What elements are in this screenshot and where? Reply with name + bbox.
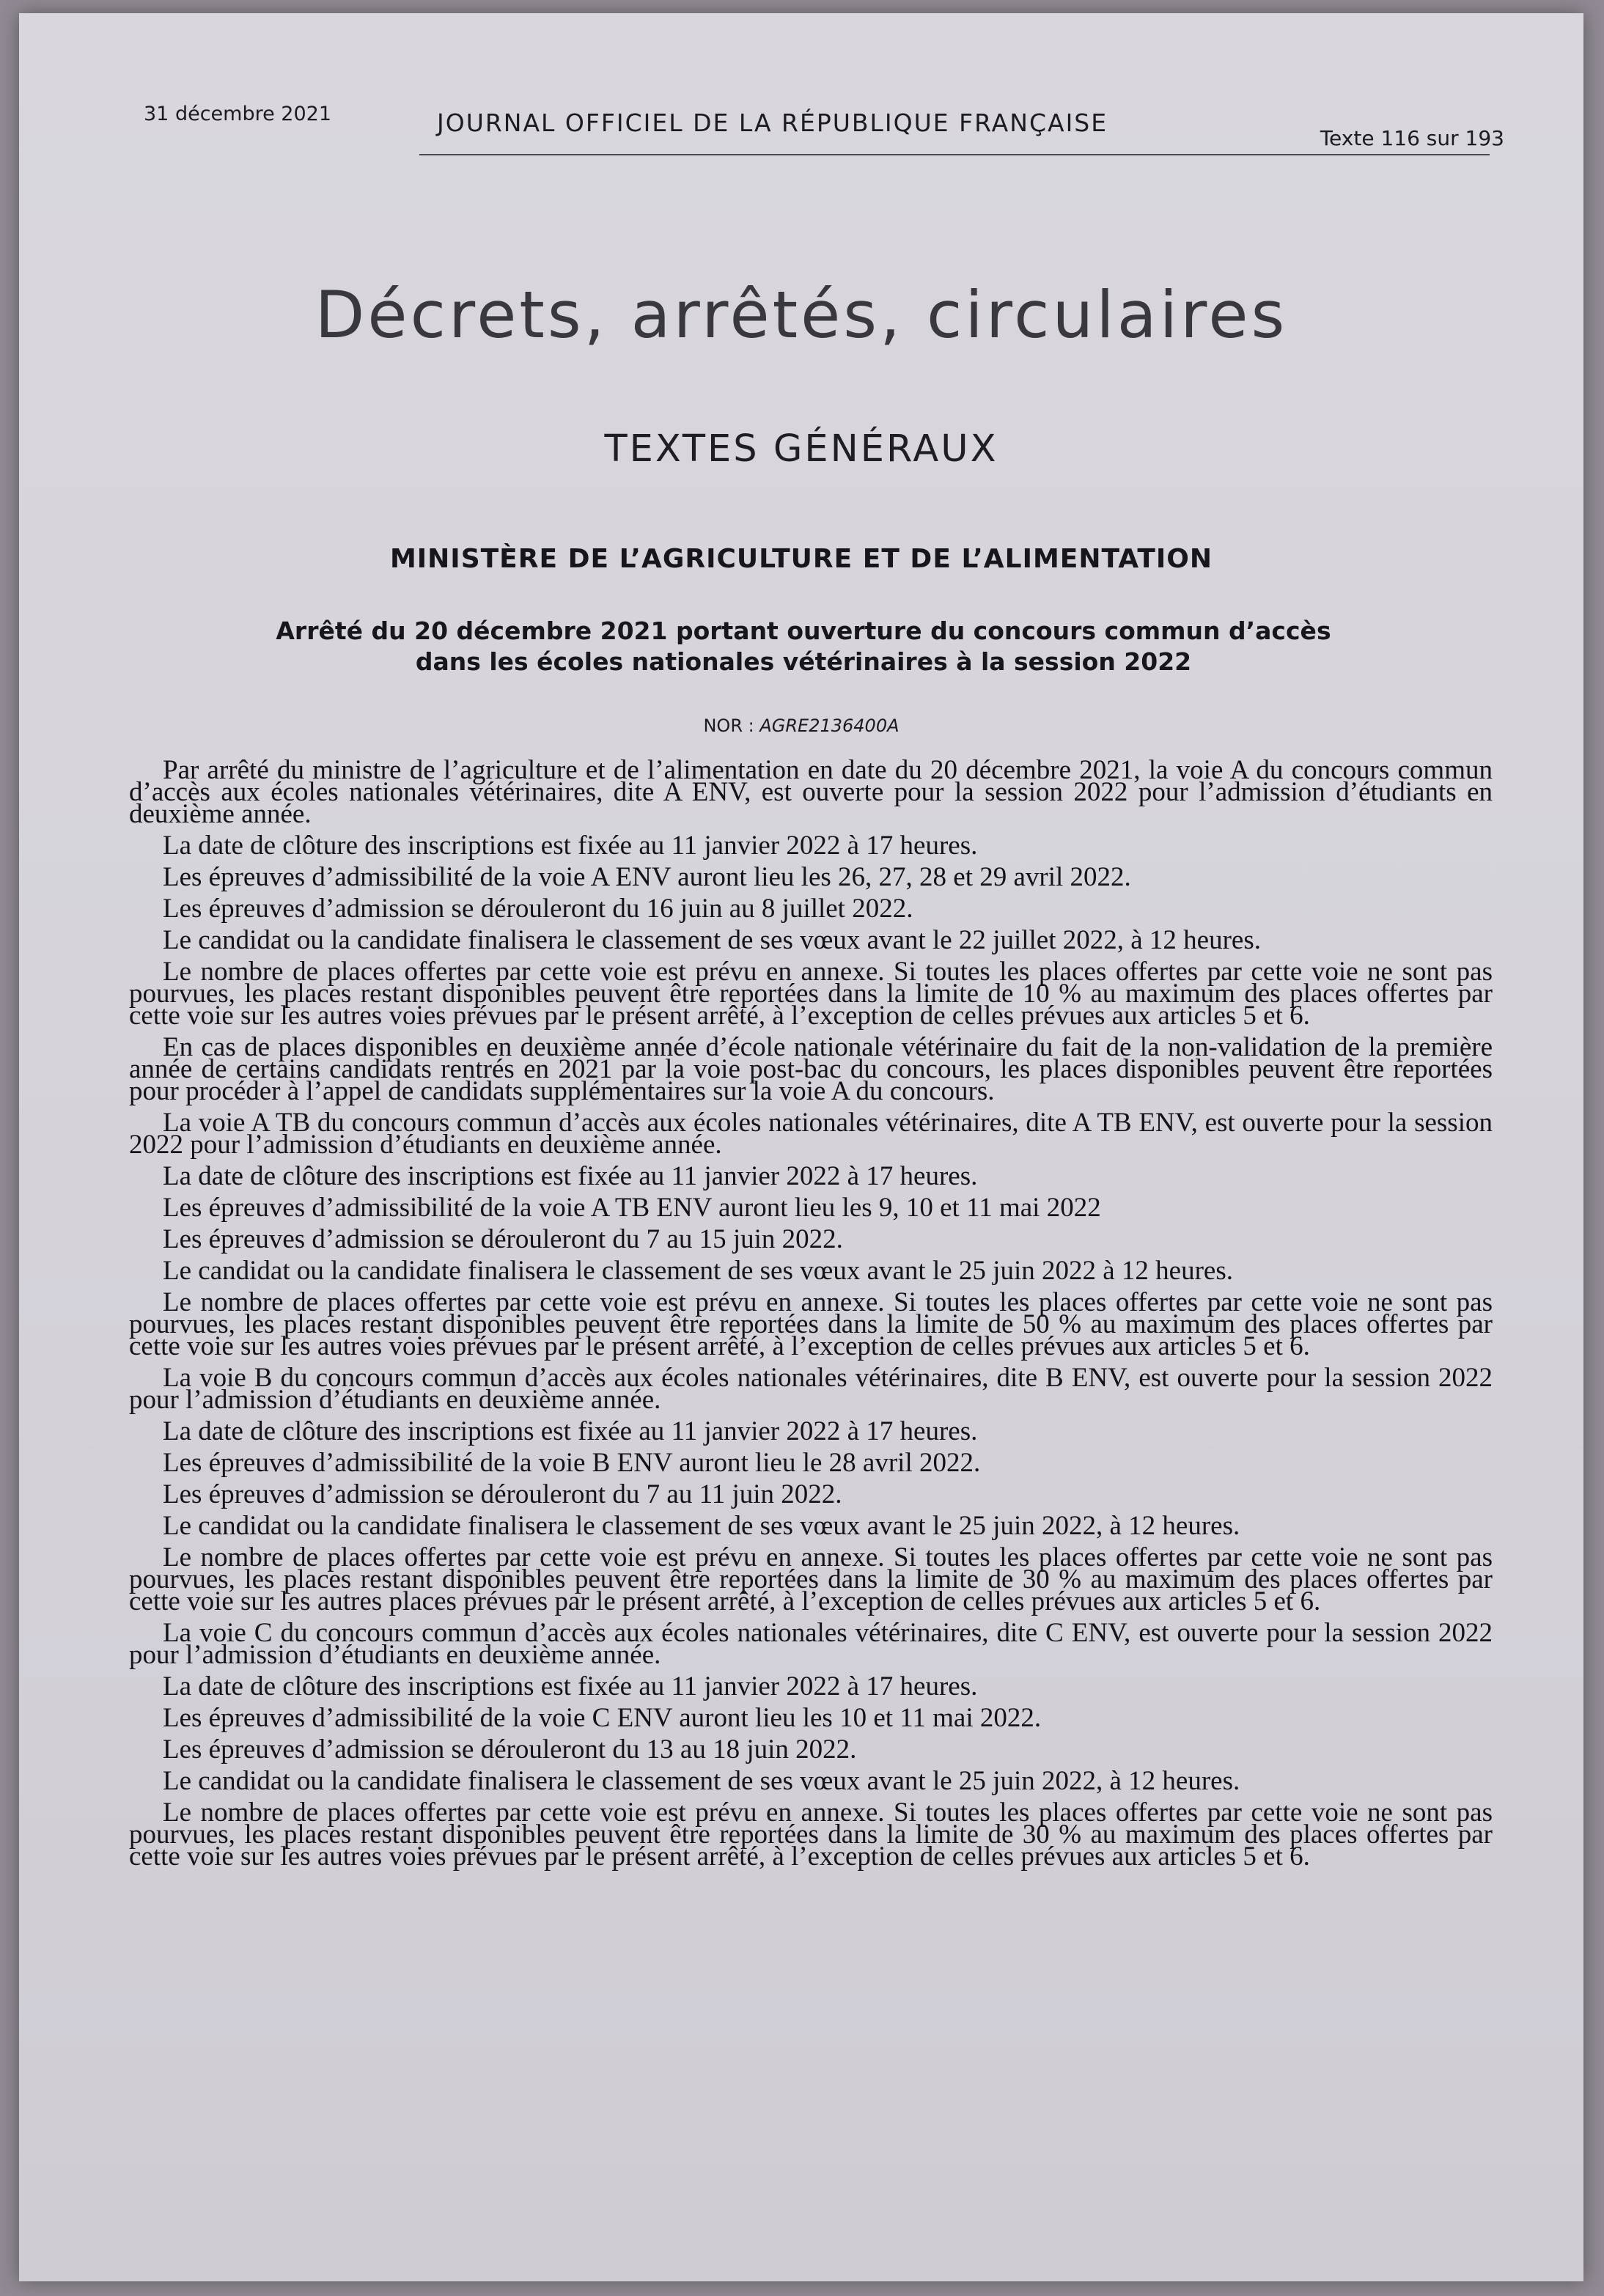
- paragraph: Le candidat ou la candidate finalisera le classement de ses vœux avant le 25 juin 2022, à 12 heures.: [163, 1766, 1240, 1796]
- header-text-number: Texte 116 sur 193: [1320, 126, 1504, 150]
- arrete-title-line-2: dans les écoles nationales vétérinaires à la session 2022: [415, 647, 1192, 676]
- paragraph: Le nombre de places offertes par cette voie est prévu en annexe. Si toutes les places offertes par cette voie ne sont pas pourvues, les places restant disponibles peuvent être reportées dans la limite de 10 % au maximum des places offertes par cette voie sur les autres voies prévues par le présent arrêté, à l’exception de celles prévues aux articles 5 et 6.: [129, 957, 1493, 1031]
- paragraph: Les épreuves d’admission se dérouleront du 7 au 15 juin 2022.: [163, 1224, 843, 1254]
- page-header: [126, 87, 1512, 167]
- paragraph: Le candidat ou la candidate finalisera le classement de ses vœux avant le 25 juin 2022, à 12 heures.: [163, 1511, 1240, 1541]
- paragraph: Le candidat ou la candidate finalisera le classement de ses vœux avant le 22 juillet 2022, à 12 heures.: [163, 925, 1261, 955]
- paragraph: La date de clôture des inscriptions est fixée au 11 janvier 2022 à 17 heures.: [163, 831, 978, 861]
- paragraph: La date de clôture des inscriptions est fixée au 11 janvier 2022 à 17 heures.: [163, 1161, 978, 1191]
- document-body: [129, 755, 1493, 1877]
- paragraph: Le nombre de places offertes par cette voie est prévu en annexe. Si toutes les places offertes par cette voie ne sont pas pourvues, les places restant disponibles peuvent être reportées dans la limite de 30 % au maximum des places offertes par cette voie sur les autres places prévues par le présent arrêté, à l’exception de celles prévues aux articles 5 et 6.: [129, 1542, 1493, 1616]
- nor-reference: [19, 715, 1583, 736]
- header-journal-title: JOURNAL OFFICIEL DE LA RÉPUBLIQUE FRANÇAISE: [437, 108, 1108, 137]
- paragraph: Le nombre de places offertes par cette voie est prévu en annexe. Si toutes les places offertes par cette voie ne sont pas pourvues, les places restant disponibles peuvent être reportées dans la limite de 50 % au maximum des places offertes par cette voie sur les autres voies prévues par le présent arrêté, à l’exception de celles prévues aux articles 5 et 6.: [129, 1287, 1493, 1361]
- arrete-title: [224, 616, 1383, 677]
- document-page: [19, 13, 1583, 2281]
- section-title: Décrets, arrêtés, circulaires: [314, 277, 1288, 353]
- paragraph: Les épreuves d’admission se dérouleront du 13 au 18 juin 2022.: [163, 1734, 857, 1765]
- paragraph: La voie B du concours commun d’accès aux écoles nationales vétérinaires, dite B ENV, est ouverte pour la session 2022 pour l’admission d’étudiants en deuxième année.: [129, 1363, 1493, 1415]
- paragraph: Les épreuves d’admission se dérouleront du 16 juin au 8 juillet 2022.: [163, 894, 913, 924]
- paragraph: Les épreuves d’admissibilité de la voie B ENV auront lieu le 28 avril 2022.: [163, 1448, 981, 1478]
- nor-label: NOR :: [703, 715, 760, 736]
- paragraph: Les épreuves d’admissibilité de la voie C ENV auront lieu les 10 et 11 mai 2022.: [163, 1703, 1042, 1733]
- paragraph: Les épreuves d’admissibilité de la voie A TB ENV auront lieu les 9, 10 et 11 mai 2022: [163, 1193, 1101, 1223]
- paragraph: Par arrêté du ministre de l’agriculture et de l’alimentation en date du 20 décembre 2021, la voie A du concours commun d’accès aux écoles nationales vétérinaires, dite A ENV, est ouverte pour la session 2022 pour l’admission d’étudiants en deuxième année.: [129, 755, 1493, 829]
- paragraph: La voie C du concours commun d’accès aux écoles nationales vétérinaires, dite C ENV, est ouverte pour la session 2022 pour l’admission d’étudiants en deuxième année.: [129, 1618, 1493, 1670]
- paragraph: Le candidat ou la candidate finalisera le classement de ses vœux avant le 25 juin 2022 à 12 heures.: [163, 1256, 1233, 1286]
- header-date: 31 décembre 2021: [144, 103, 331, 125]
- sub-title: TEXTES GÉNÉRAUX: [604, 427, 998, 471]
- paragraph: Les épreuves d’admission se dérouleront du 7 au 11 juin 2022.: [163, 1479, 842, 1509]
- paragraph: La voie A TB du concours commun d’accès aux écoles nationales vétérinaires, dite A TB ENV, est ouverte pour la session 2022 pour l’admission d’étudiants en deuxième année.: [129, 1108, 1493, 1160]
- paragraph: Les épreuves d’admissibilité de la voie A ENV auront lieu les 26, 27, 28 et 29 avril 2022.: [163, 862, 1131, 892]
- paragraph: En cas de places disponibles en deuxième année d’école nationale vétérinaire du fait de la non-validation de la première année de certains candidats rentrés en 2021 par la voie post-bac du concours, les places disponibles peuvent être reportées pour procéder à l’appel de candidats supplémentaires sur la voie A du concours.: [129, 1032, 1493, 1106]
- paragraph: Le nombre de places offertes par cette voie est prévu en annexe. Si toutes les places offertes par cette voie ne sont pas pourvues, les places restant disponibles peuvent être reportées dans la limite de 30 % au maximum des places offertes par cette voie sur les autres voies prévues par le présent arrêté, à l’exception de celles prévues aux articles 5 et 6.: [129, 1798, 1493, 1872]
- ministry-heading: MINISTÈRE DE L’AGRICULTURE ET DE L’ALIMENTATION: [389, 544, 1213, 574]
- nor-value: AGRE2136400A: [759, 715, 900, 736]
- paragraph: La date de clôture des inscriptions est fixée au 11 janvier 2022 à 17 heures.: [163, 1671, 978, 1701]
- arrete-title-line-1: Arrêté du 20 décembre 2021 portant ouverture du concours commun d’accès: [276, 617, 1331, 645]
- header-rule: [419, 154, 1490, 155]
- paragraph: La date de clôture des inscriptions est fixée au 11 janvier 2022 à 17 heures.: [163, 1416, 978, 1446]
